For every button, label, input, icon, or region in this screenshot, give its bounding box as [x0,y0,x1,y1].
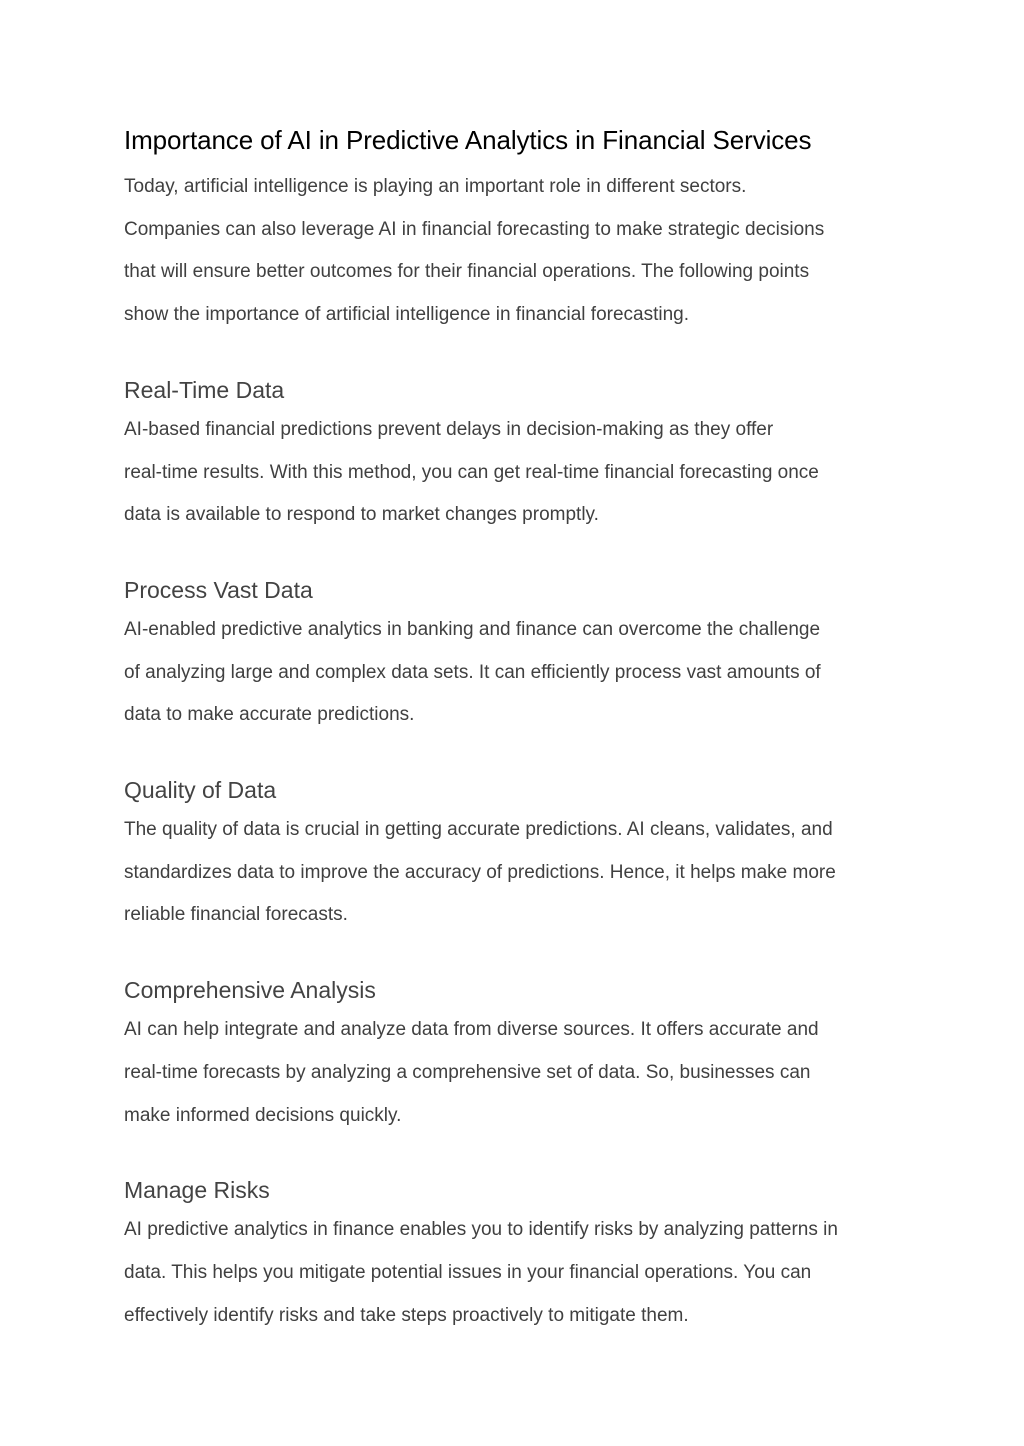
intro-line: Companies can also leverage AI in financial forecasting to make strategic decisions [124,218,825,240]
section-process-vast-data [124,575,904,737]
intro-paragraph [124,166,904,337]
section-heading: Quality of Data [124,777,277,804]
paragraph-line: real-time results. With this method, you can get real-time financial forecasting once [124,461,819,483]
paragraph-line: data to make accurate predictions. [124,704,415,726]
paragraph-line: AI can help integrate and analyze data from diverse sources. It offers accurate and [124,1019,819,1041]
paragraph-line: AI-based financial predictions prevent delays in decision-making as they offer [124,418,774,440]
paragraph-line: effectively identify risks and take steps proactively to mitigate them. [124,1304,689,1326]
paragraph-line: AI-enabled predictive analytics in banking and finance can overcome the challenge [124,618,821,640]
section-paragraph [124,1009,904,1137]
section-real-time-data [124,375,904,537]
paragraph-line: data is available to respond to market changes promptly. [124,504,599,526]
section-quality-of-data [124,775,904,937]
section-paragraph [124,609,904,737]
section-heading: Real-Time Data [124,376,285,403]
paragraph-line: AI predictive analytics in finance enables you to identify risks by analyzing patterns in [124,1219,838,1241]
section-comprehensive-analysis [124,975,904,1137]
intro-line: that will ensure better outcomes for their financial operations. The following points [124,261,810,283]
intro-line: show the importance of artificial intelligence in financial forecasting. [124,304,690,326]
paragraph-line: make informed decisions quickly. [124,1104,402,1126]
section-paragraph [124,809,904,937]
section-heading: Manage Risks [124,1177,270,1204]
paragraph-line: real-time forecasts by analyzing a comprehensive set of data. So, businesses can [124,1061,811,1083]
paragraph-line: data. This helps you mitigate potential issues in your financial operations. You can [124,1261,812,1283]
paragraph-line: reliable financial forecasts. [124,904,348,926]
section-heading: Process Vast Data [124,576,313,603]
section-paragraph [124,409,904,537]
paragraph-line: The quality of data is crucial in getting accurate predictions. AI cleans, validates, and [124,819,833,841]
section-heading: Comprehensive Analysis [124,977,376,1004]
intro-line: Today, artificial intelligence is playing an important role in different sectors. [124,176,747,197]
section-paragraph [124,1209,904,1337]
paragraph-line: standardizes data to improve the accuracy of predictions. Hence, it helps make more [124,861,836,883]
paragraph-line: of analyzing large and complex data sets. It can efficiently process vast amounts of [124,661,821,683]
section-manage-risks [124,1175,904,1337]
document-title: Importance of AI in Predictive Analytics in Financial Services [124,125,812,155]
